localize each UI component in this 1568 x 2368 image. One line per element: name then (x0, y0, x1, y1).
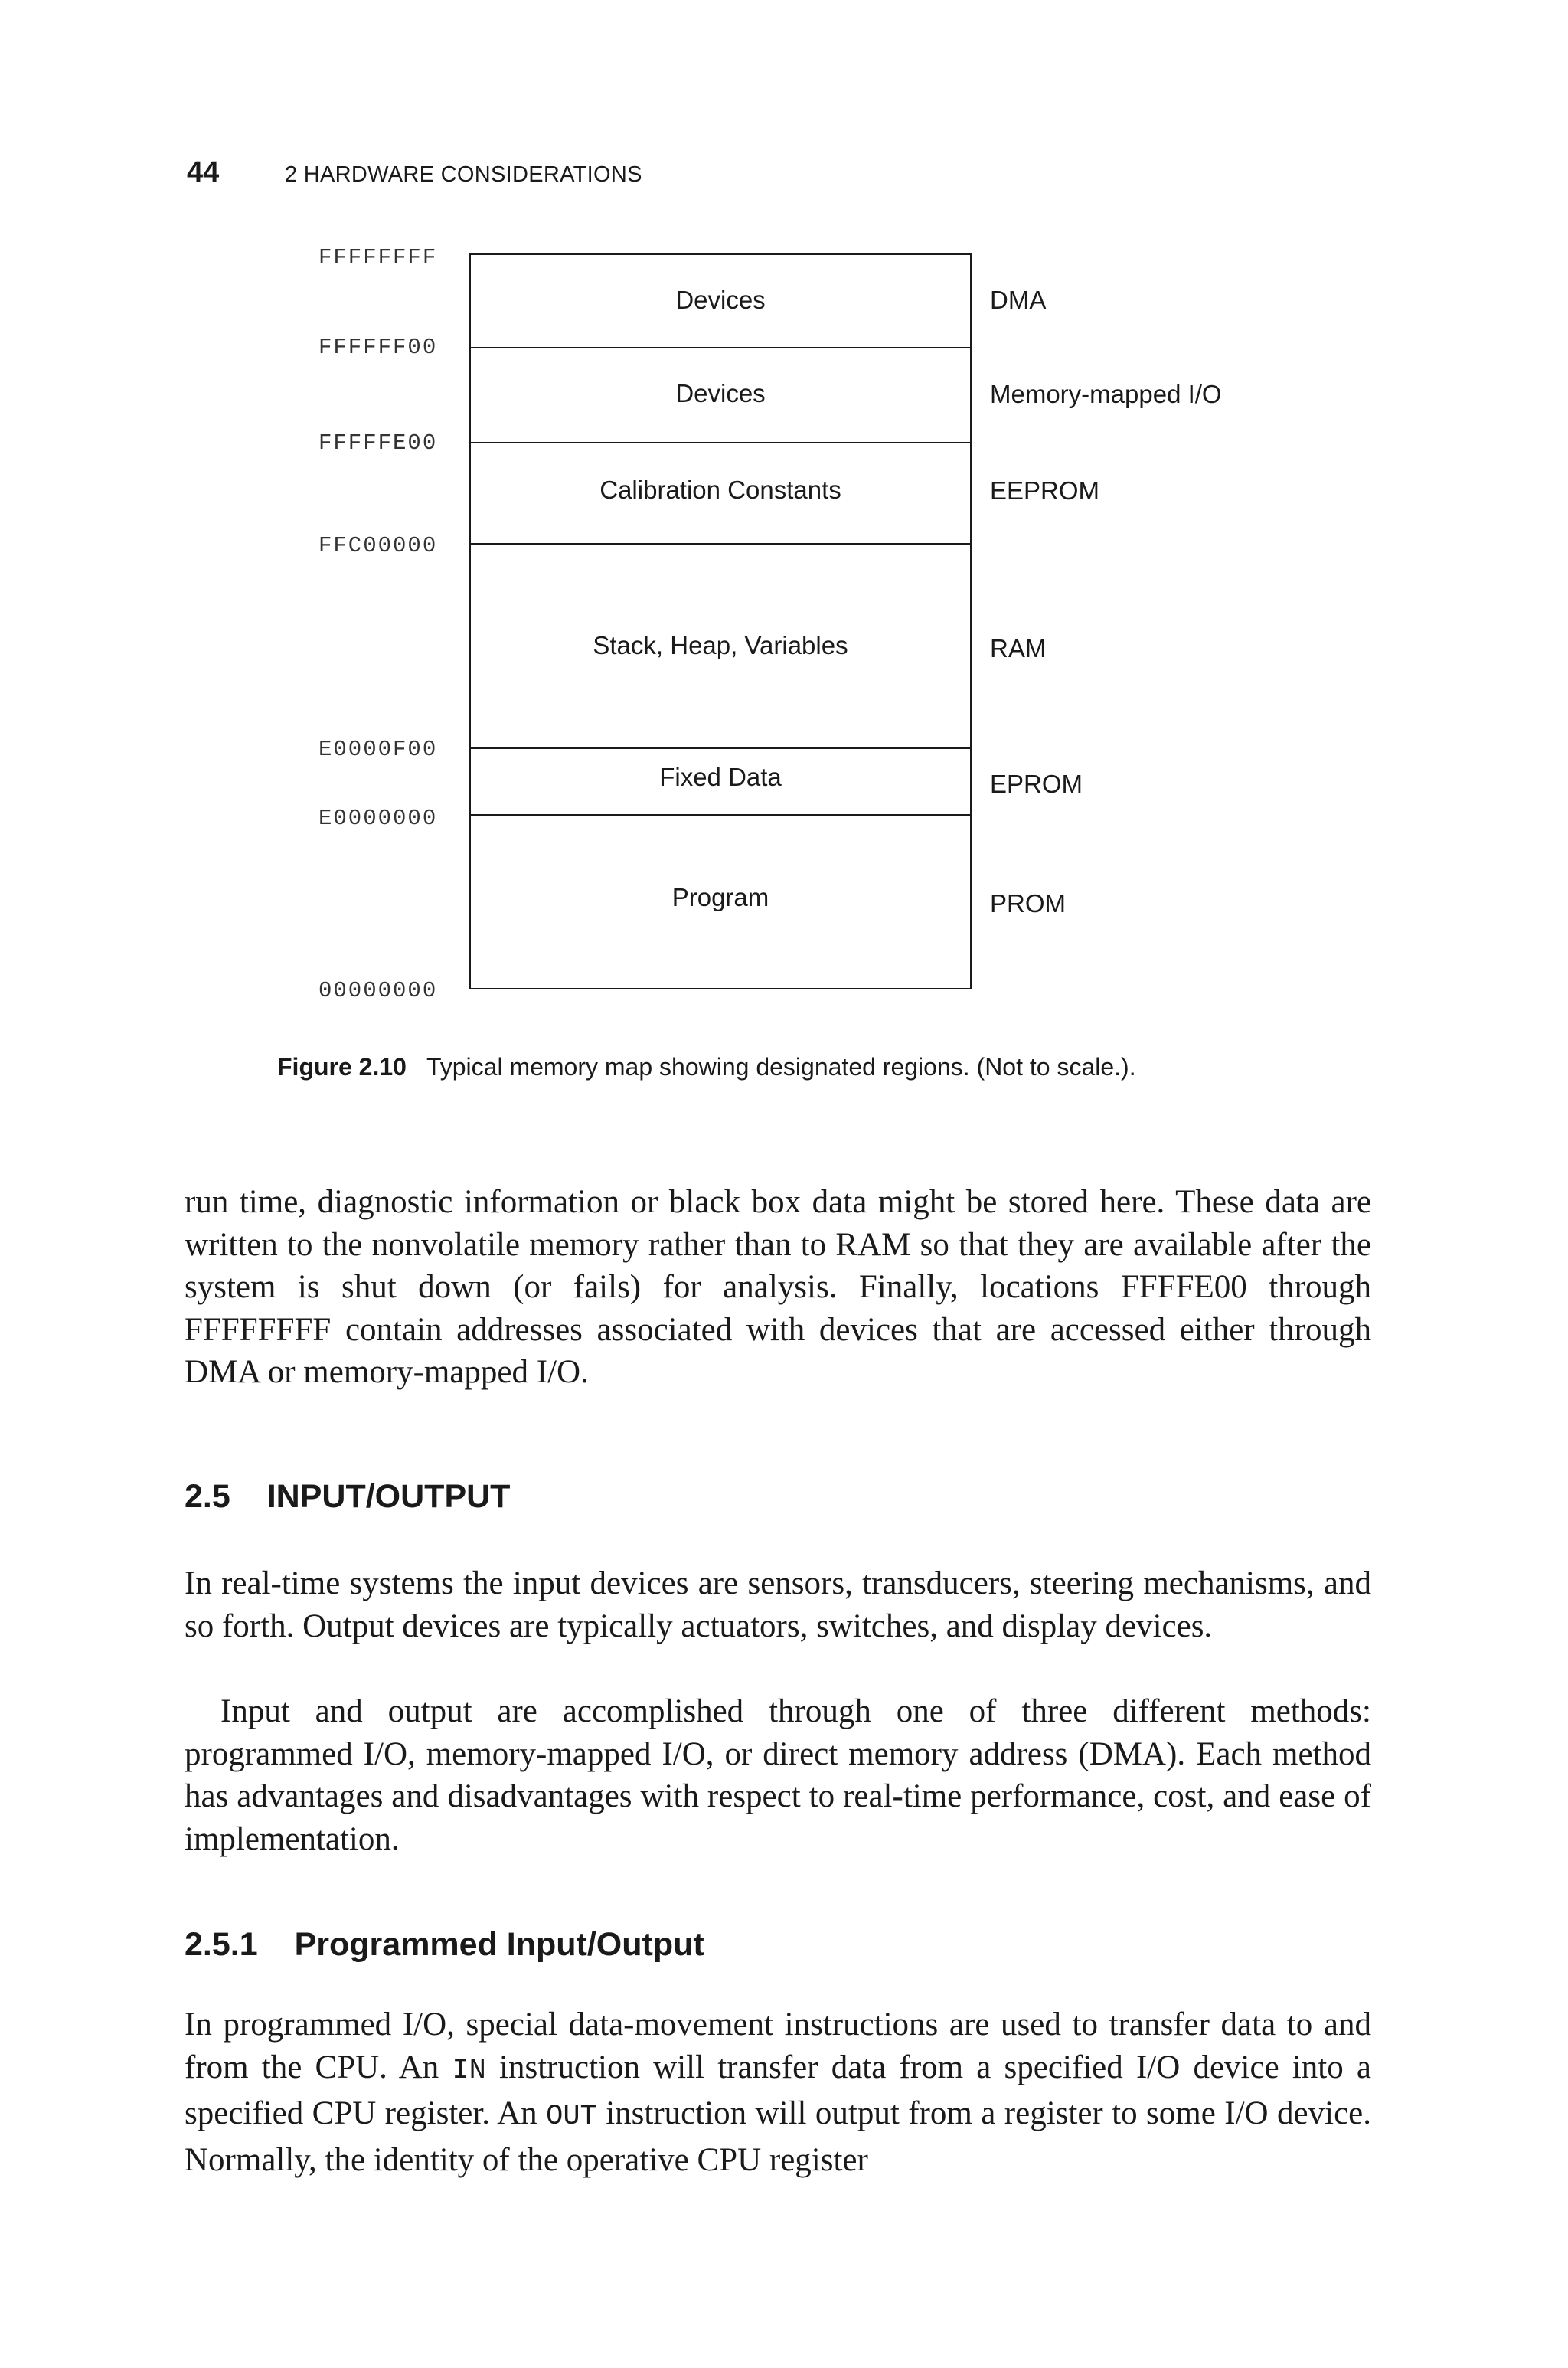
memory-type-label: DMA (990, 286, 1047, 314)
memory-region-calibration (471, 443, 970, 545)
region-content: Devices (675, 286, 766, 314)
page-number: 44 (187, 156, 220, 188)
figure-caption (277, 1053, 1136, 1081)
memory-region-ram (471, 545, 970, 749)
memory-region-mmio-devices (471, 348, 970, 443)
figure-caption-text: Typical memory map showing designated regions. (Not to scale.). (426, 1053, 1136, 1081)
subsection-heading (185, 1926, 704, 1964)
address-label: 00000000 (318, 978, 438, 1003)
address-label: FFFFFE00 (318, 430, 438, 456)
figure-caption-label: Figure 2.10 (277, 1053, 407, 1081)
region-content: Calibration Constants (599, 476, 841, 504)
subsection-title: Programmed Input/Output (294, 1926, 704, 1963)
in-instruction: IN (452, 2054, 486, 2087)
memory-type-label: EPROM (990, 770, 1083, 798)
paragraph-text: In programmed I/O, special data-movement instructions are used to transfer data to and from the CPU. An (185, 2007, 1371, 2085)
region-content: Fixed Data (659, 763, 782, 791)
continued-paragraph: run time, diagnostic information or black box data might be stored here. These data are written to the nonvolatile memory rather than to RAM so that they are available after the system is shut down (or fails) for analysis. Finally, locations FFFFE00 through FFFFFFFF contain addresses associated with devices that are accessed either through DMA or memory-mapped I/O. (185, 1184, 1371, 1390)
section-number: 2.5 (185, 1478, 230, 1515)
section-title: INPUT/OUTPUT (266, 1478, 511, 1515)
subsection-paragraph (185, 2003, 1371, 2181)
section-heading (185, 1478, 510, 1516)
memory-type-label: RAM (990, 634, 1047, 662)
region-content: Stack, Heap, Variables (593, 631, 848, 659)
memory-region-dma-devices (471, 255, 970, 348)
memory-region-fixed-data (471, 749, 970, 816)
address-label: FFC00000 (318, 533, 438, 558)
section-paragraph: Input and output are accomplished through one of three different methods: programmed I/O, memory-mapped I/O, or direct memory address (DMA). Each method has advantages and disadvantages with respect to real-time performance, cost, and ease of implementation. (185, 1693, 1371, 1857)
subsection-number: 2.5.1 (185, 1926, 258, 1963)
address-label: E0000000 (318, 806, 438, 831)
memory-map-box (469, 253, 972, 989)
address-label: E0000F00 (318, 737, 438, 762)
address-label: FFFFFFFF (318, 245, 438, 270)
memory-type-label: EEPROM (990, 476, 1100, 505)
paragraph-text: instruction will transfer data from a specified I/O device into a specified CPU register. An (185, 2049, 1371, 2131)
memory-region-program (471, 816, 970, 988)
out-instruction: OUT (546, 2101, 597, 2133)
region-content: Program (671, 883, 769, 911)
memory-type-label: PROM (990, 889, 1066, 917)
memory-map-figure (0, 0, 1568, 1103)
paragraph-text: instruction will output from a register to some I/O device. Normally, the identity of the operative CPU register (185, 2095, 1371, 2178)
region-content: Devices (675, 379, 766, 407)
memory-type-label: Memory-mapped I/O (990, 380, 1222, 408)
section-paragraph: In real-time systems the input devices are sensors, transducers, steering mechanisms, and so forth. Output devices are typically actuators, switches, and display devices. (185, 1565, 1371, 1644)
address-label: FFFFFF00 (318, 335, 438, 360)
chapter-running-title: 2 HARDWARE CONSIDERATIONS (285, 162, 642, 187)
